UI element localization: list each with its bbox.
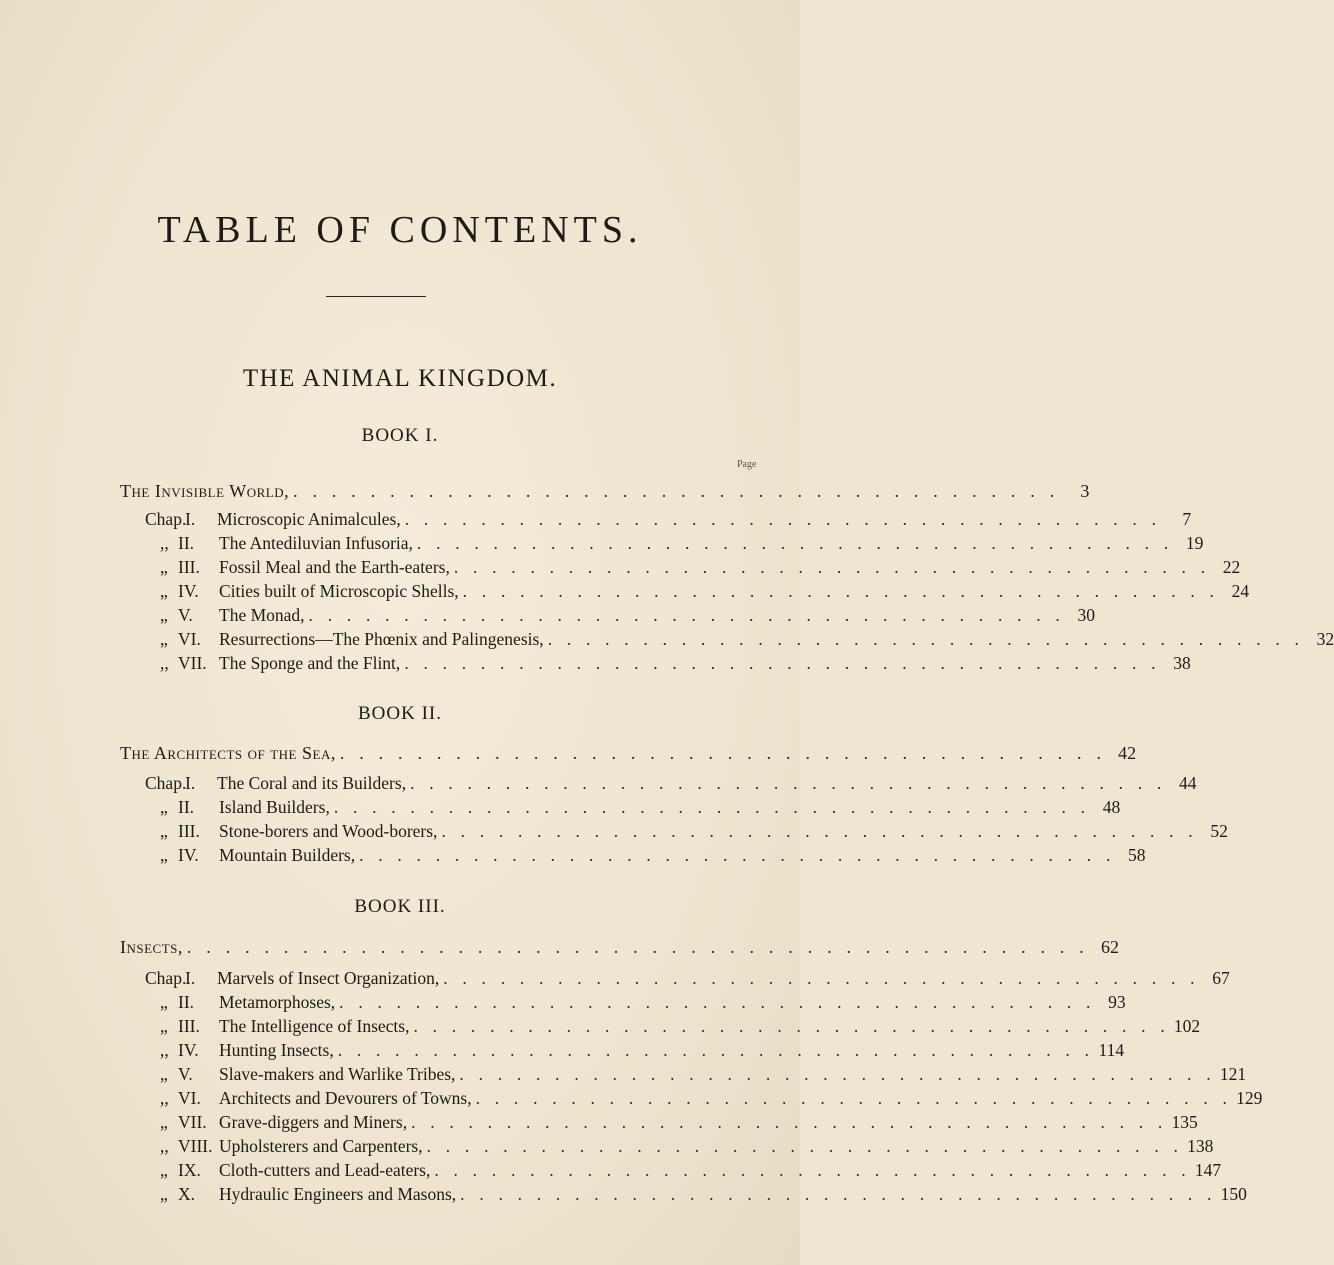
chapter-page: 138 [1187,1136,1214,1156]
dot-leader: . . . . . . . . . . . . . . . . . . . . . . . . . . . . . . . . . . . . . . . . [453,557,1211,577]
chapter-title: Hunting Insects, [219,1040,334,1060]
book-heading: BOOK III. [354,896,446,917]
chapter-entry[interactable] [160,1062,1247,1086]
chapter-title: Mountain Builders, [219,845,356,865]
chapter-prefix: „ [160,821,168,841]
dot-leader: . . . . . . . . . . . . . . . . . . . . . . . . . . . . . . . . . . . . . . . . [410,773,1167,793]
chapter-title: Upholsterers and Carpenters, [219,1136,423,1156]
chapter-page: 19 [1185,533,1204,553]
chapter-number: VII. [178,1112,207,1132]
dot-leader: . . . . . . . . . . . . . . . . . . . . . . . . . . . . . . . . . . . . . . . . [547,629,1305,649]
chapter-page: 48 [1102,797,1121,817]
chapter-number: VI. [178,629,201,649]
dot-leader: . . . . . . . . . . . . . . . . . . . . . . . . . . . . . . . . . . . . . . . . [411,1112,1168,1132]
chapter-prefix: „ [160,605,168,625]
chapter-number: II. [178,797,195,817]
chapter-prefix: „ [160,845,168,865]
section-title: The Architects of the Sea, [120,743,336,763]
chapter-prefix: „ [160,1184,168,1204]
chapter-page: 7 [1182,509,1192,529]
chapter-title: Fossil Meal and the Earth-eaters, [219,557,450,577]
chapter-title: Cities built of Microscopic Shells, [219,581,459,601]
chapter-entry[interactable] [160,579,1250,603]
section-page: 3 [1080,481,1090,501]
chapter-title: Island Builders, [219,797,330,817]
chapter-entry[interactable] [160,819,1228,843]
chapter-number: I. [185,968,196,988]
chapter-entry[interactable] [160,1110,1198,1134]
chapter-entry[interactable] [160,1038,1125,1062]
section-page: 62 [1101,937,1120,957]
page-subtitle: THE ANIMAL KINGDOM. [242,365,558,392]
chapter-title: Grave-diggers and Miners, [219,1112,408,1132]
chapter-number: II. [178,533,195,553]
chapter-prefix: „ [160,797,168,817]
chapter-entry[interactable] [160,1086,1263,1110]
page-column-header: Page [737,459,757,470]
chapter-page: 24 [1231,581,1250,601]
chapter-number: I. [185,773,196,793]
dot-leader: . . . . . . . . . . . . . . . . . . . . . . . . . . . . . . . . . . . . . . . . [404,653,1161,673]
section-entry[interactable] [120,479,1090,503]
dot-leader: . . . . . . . . . . . . . . . . . . . . . . . . . . . . . . . . . . . . . . . . [333,797,1091,817]
chapter-prefix: „ [160,629,168,649]
chapter-entry[interactable] [160,531,1204,555]
chapter-prefix: „ [160,581,168,601]
dot-leader: . . . . . . . . . . . . . . . . . . . . . . . . . . . . . . . . . . . . . . . . [404,509,1162,529]
chapter-page: 44 [1179,773,1197,793]
chapter-page: 135 [1171,1112,1198,1132]
page-title: TABLE OF CONTENTS. [157,209,643,251]
chapter-title: The Antediluvian Infusoria, [219,533,413,553]
chapter-entry[interactable] [160,555,1241,579]
section-page: 42 [1118,743,1137,763]
chapter-prefix: ,, [160,1040,169,1060]
dot-leader: . . . . . . . . . . . . . . . . . . . . . . . . . . . . . . . . . . . . . . . . [475,1088,1233,1108]
chapter-prefix: ,, [160,653,169,673]
chapter-prefix: Chap. [145,773,187,793]
chapter-number: IX. [178,1160,201,1180]
chapter-page: 22 [1222,557,1241,577]
chapter-number: III. [178,821,200,841]
chapter-title: The Monad, [219,605,305,625]
book-heading: BOOK II. [358,703,442,724]
dot-leader: . . . . . . . . . . . . . . . . . . . . . . . . . . . . . . . . . . . . . . . . . . . . . . . [186,937,1090,957]
dot-leader: . . . . . . . . . . . . . . . . . . . . . . . . . . . . . . . . . . . . . . . . [413,1016,1170,1036]
chapter-number: V. [178,605,193,625]
chapter-entry[interactable] [160,651,1191,675]
book-heading: BOOK I. [361,425,439,446]
chapter-entry[interactable] [160,843,1146,867]
chapter-entry[interactable] [160,1182,1247,1206]
chapter-page: 93 [1108,992,1126,1012]
chapter-entry[interactable] [160,795,1121,819]
dot-leader: . . . . . . . . . . . . . . . . . . . . . . . . . . . . . . . . . . . . . . . . [426,1136,1184,1156]
chapter-entry[interactable] [145,966,1230,990]
chapter-entry[interactable] [145,771,1197,795]
chapter-prefix: „ [160,1016,168,1036]
chapter-number: III. [178,1016,200,1036]
chapter-number: III. [178,557,200,577]
dot-leader: . . . . . . . . . . . . . . . . . . . . . . . . . . . . . . . . . . . . . . . . [460,1184,1217,1204]
chapter-entry[interactable] [160,1014,1201,1038]
chapter-prefix: „ [160,992,168,1012]
dot-leader: . . . . . . . . . . . . . . . . . . . . . . . . . . . . . . . . . . . . . . . . [416,533,1174,553]
chapter-entry[interactable] [160,1134,1214,1158]
chapter-title: Slave-makers and Warlike Tribes, [219,1064,456,1084]
chapter-page: 150 [1220,1184,1247,1204]
chapter-prefix: ,, [160,533,169,553]
section-entry[interactable] [120,741,1137,765]
chapter-prefix: „ [160,1112,168,1132]
chapter-entry[interactable] [160,627,1334,651]
chapter-entry[interactable] [160,1158,1222,1182]
chapter-title: Stone-borers and Wood-borers, [219,821,438,841]
dot-leader: . . . . . . . . . . . . . . . . . . . . . . . . . . . . . . . . . . . . . . . . [459,1064,1216,1084]
chapter-entry[interactable] [160,990,1126,1014]
chapter-number: I. [185,509,196,529]
chapter-title: The Sponge and the Flint, [219,653,401,673]
chapter-page: 147 [1194,1160,1222,1180]
chapter-title: The Intelligence of Insects, [219,1016,410,1036]
dot-leader: . . . . . . . . . . . . . . . . . . . . . . . . . . . . . . . . . . . . . . . . [308,605,1065,625]
chapter-title: Hydraulic Engineers and Masons, [219,1184,457,1204]
chapter-page: 30 [1077,605,1095,625]
chapter-title: Cloth-cutters and Lead-eaters, [219,1160,431,1180]
dot-leader: . . . . . . . . . . . . . . . . . . . . . . . . . . . . . . . . . . . . . . . . [293,481,1060,501]
chapter-entry[interactable] [145,507,1192,531]
dot-leader: . . . . . . . . . . . . . . . . . . . . . . . . . . . . . . . . . . . . . . . . [441,821,1198,841]
chapter-page: 38 [1173,653,1191,673]
section-entry[interactable] [120,935,1120,959]
chapter-number: IV. [178,581,199,601]
chapter-page: 114 [1098,1040,1125,1060]
chapter-number: VI. [178,1088,201,1108]
chapter-prefix: ,, [160,1088,169,1108]
chapter-prefix: Chap. [145,968,187,988]
chapter-page: 121 [1219,1064,1247,1084]
chapter-number: X. [178,1184,196,1204]
chapter-title: Marvels of Insect Organization, [217,968,440,988]
chapter-prefix: ,, [160,1136,169,1156]
chapter-page: 58 [1128,845,1146,865]
chapter-number: VII. [178,653,207,673]
chapter-title: Microscopic Animalcules, [217,509,401,529]
section-title: The Invisible World, [120,481,290,501]
chapter-title: Metamorphoses, [219,992,336,1012]
dot-leader: . . . . . . . . . . . . . . . . . . . . . . . . . . . . . . . . . . . . . . . . [434,1160,1191,1180]
chapter-page: 32 [1316,629,1334,649]
chapter-number: II. [178,992,195,1012]
chapter-prefix: „ [160,1064,168,1084]
chapter-title: Architects and Devourers of Towns, [219,1088,472,1108]
chapter-page: 67 [1212,968,1230,988]
dot-leader: . . . . . . . . . . . . . . . . . . . . . . . . . . . . . . . . . . . . . . . . [339,992,1096,1012]
chapter-entry[interactable] [160,603,1095,627]
dot-leader: . . . . . . . . . . . . . . . . . . . . . . . . . . . . . . . . . . . . . . . . [462,581,1220,601]
dot-leader: . . . . . . . . . . . . . . . . . . . . . . . . . . . . . . . . . . . . . . . . [359,845,1116,865]
dot-leader: . . . . . . . . . . . . . . . . . . . . . . . . . . . . . . . . . . . . . . . . [443,968,1200,988]
chapter-prefix: „ [160,1160,168,1180]
chapter-number: IV. [178,845,199,865]
chapter-prefix: Chap. [145,509,187,529]
dot-leader: . . . . . . . . . . . . . . . . . . . . . . . . . . . . . . . . . . . . . . . . [339,743,1107,763]
chapter-number: VIII. [178,1136,213,1156]
title-divider [326,296,426,297]
chapter-page: 52 [1210,821,1228,841]
chapter-prefix: „ [160,557,168,577]
chapter-number: V. [178,1064,193,1084]
chapter-page: 129 [1236,1088,1263,1108]
chapter-page: 102 [1173,1016,1201,1036]
chapter-title: Resurrections—The Phœnix and Palingenesis, [219,629,544,649]
section-title: Insects, [120,937,183,957]
dot-leader: . . . . . . . . . . . . . . . . . . . . . . . . . . . . . . . . . . . . . . . . [337,1040,1095,1060]
chapter-title: The Coral and its Builders, [217,773,407,793]
chapter-number: IV. [178,1040,199,1060]
